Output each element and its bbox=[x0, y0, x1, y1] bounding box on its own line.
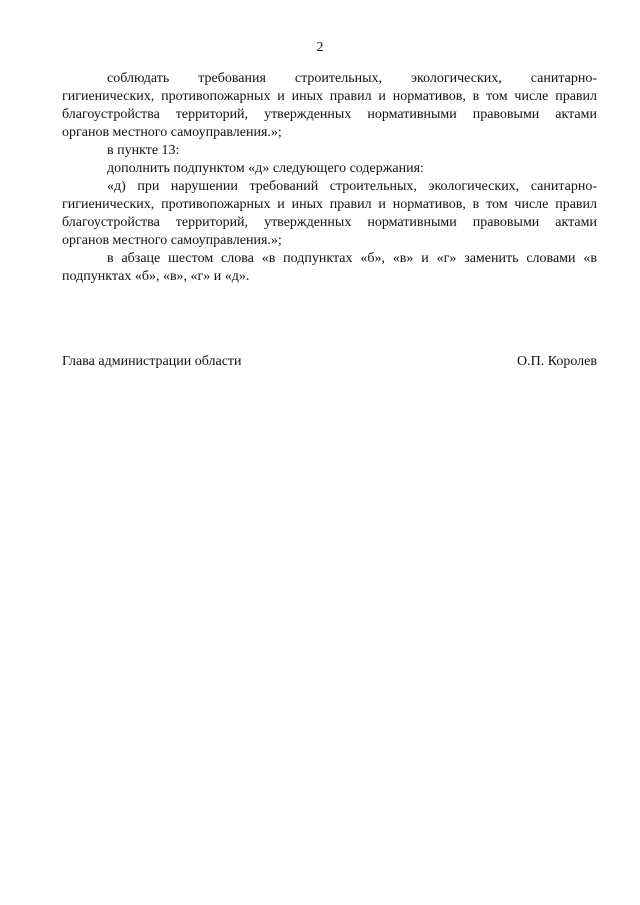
signatory-name: О.П. Королев bbox=[517, 354, 597, 369]
page-number: 2 bbox=[316, 40, 324, 55]
text-line: благоустройства территорий, утвержденных нормативными правовыми актами bbox=[62, 215, 597, 230]
text-line: в абзаце шестом слова «в подпунктах «б», «в» и «г» заменить словами «в bbox=[107, 251, 597, 266]
text-line: органов местного самоуправления.»; bbox=[62, 233, 282, 248]
paragraph bbox=[62, 142, 597, 160]
text-line: «д) при нарушении требований строительных, экологических, санитарно- bbox=[107, 179, 597, 194]
document-body bbox=[62, 70, 597, 286]
text-line: гигиенических, противопожарных и иных правил и нормативов, в том числе правил bbox=[62, 197, 597, 212]
paragraph bbox=[62, 70, 597, 142]
paragraph bbox=[62, 160, 597, 178]
text-line: благоустройства территорий, утвержденных нормативными правовыми актами bbox=[62, 107, 597, 122]
signatory-position: Глава администрации области bbox=[62, 354, 242, 369]
text-line: подпунктах «б», «в», «г» и «д». bbox=[62, 269, 250, 284]
paragraph bbox=[62, 250, 597, 286]
text-line: дополнить подпунктом «д» следующего содержания: bbox=[107, 161, 424, 176]
text-line: в пункте 13: bbox=[107, 143, 180, 158]
text-line: соблюдать требования строительных, экологических, санитарно- bbox=[107, 71, 597, 86]
text-line: гигиенических, противопожарных и иных правил и нормативов, в том числе правил bbox=[62, 89, 597, 104]
signature-block bbox=[62, 353, 597, 371]
paragraph bbox=[62, 178, 597, 250]
text-line: органов местного самоуправления.»; bbox=[62, 125, 282, 140]
